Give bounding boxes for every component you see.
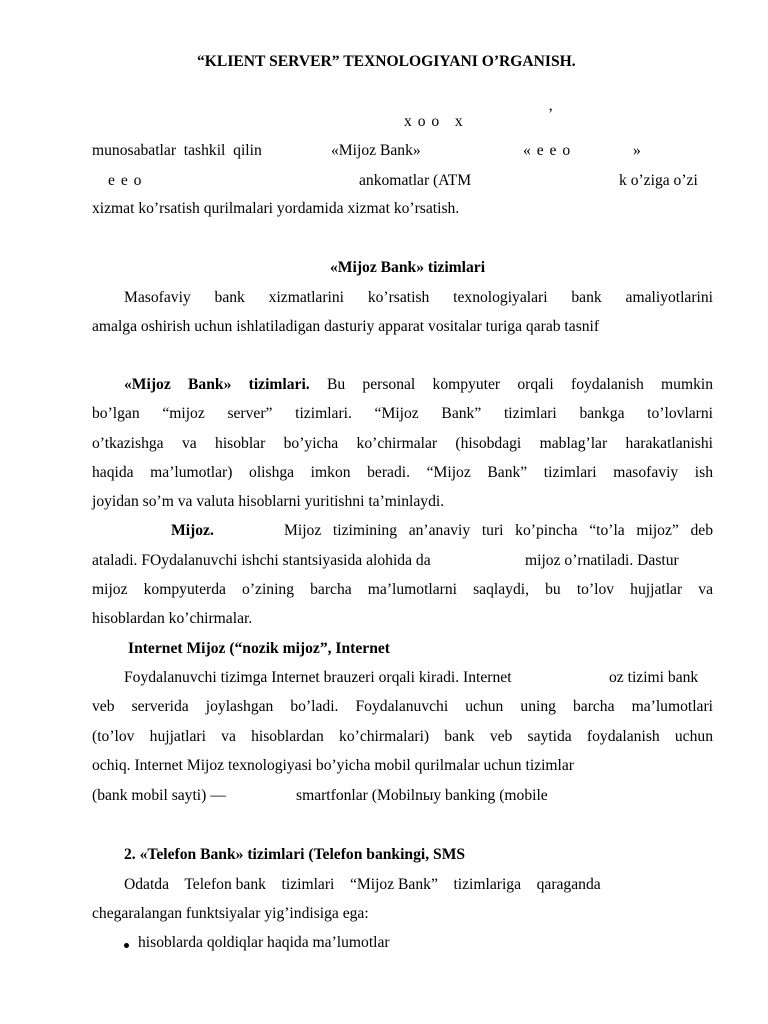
intro-line: ankomatlar (ATM xyxy=(359,172,472,189)
section-heading: 2. «Telefon Bank» tizimlari (Telefon bankingi, SMS xyxy=(124,846,466,863)
paragraph-line: smartfonlar (Mobilnыy banking (mobile xyxy=(296,787,548,804)
paragraph-line: oz tizimi bank xyxy=(609,669,699,686)
paragraph-line: Odatda Telefon bank tizimlari “Mijoz Bank” tizimlariga qaraganda xyxy=(124,876,601,893)
paragraph-line: Mijoz tizimining an’anaviy turi ko’pincha “to’la mijoz” deb xyxy=(284,522,713,539)
bullet-item: hisoblarda qoldiqlar haqida ma’lumotlar xyxy=(138,934,390,951)
paragraph-line: (to’lov hujjatlari va hisoblardan ko’chirmalari) bank veb saytida foydalanish uchun xyxy=(92,728,713,745)
bullet-icon xyxy=(124,943,129,948)
paragraph-line: ataladi. FOydalanuvchi ishchi stantsiyasida alohida da xyxy=(92,552,431,569)
subsection-heading: Internet Mijoz (“nozik mijoz”, Internet xyxy=(128,640,390,657)
intro-line: k o’ziga o’zi xyxy=(619,172,698,189)
paragraph-line: hisoblardan ko’chirmalar. xyxy=(92,610,253,627)
intro-line: «Mijoz Bank» xyxy=(331,142,421,159)
intro-line: munosabatlar tashkil qilin xyxy=(92,142,262,159)
intro-line: xizmat ko’rsatish qurilmalari yordamida xizmat ko’rsatish. xyxy=(92,200,460,217)
paragraph-line: mijoz o’rnatiladi. Dastur xyxy=(525,552,679,569)
intro-line: e e o xyxy=(108,172,143,189)
paragraph-line: Foydalanuvchi tizimga Internet brauzeri orqali kiradi. Internet xyxy=(124,669,512,686)
paragraph-text: Bu personal kompyuter orqali foydalanish mumkin xyxy=(326,376,713,393)
paragraph-line: o’tkazishga va hisoblar bo’yicha ko’chirmalar (hisobdagi mablag’lar harakatlanishi xyxy=(92,435,713,452)
paragraph-line: haqida ma’lumotlar) olishga imkon beradi. “Mijoz Bank” tizimlari masofaviy ish xyxy=(92,464,713,481)
paragraph-line: mijoz kompyuterda o’zining barcha ma’lumotlarni saqlaydi, bu to’lov hujjatlar va xyxy=(92,581,713,598)
text-fragment: x o o x xyxy=(404,113,464,130)
paragraph-bold-lead: «Mijoz Bank» tizimlari. xyxy=(124,376,310,393)
paragraph-line: amalga oshirish uchun ishlatiladigan dasturiy apparat vositalar turiga qarab tasnif xyxy=(92,318,600,335)
paragraph-line xyxy=(124,375,713,395)
text-fragment: ’ xyxy=(548,106,554,123)
section-heading: «Mijoz Bank» tizimlari xyxy=(330,259,486,276)
intro-line: » xyxy=(633,142,641,159)
paragraph-line: (bank mobil sayti) — xyxy=(92,787,226,804)
paragraph-line: chegaralangan funktsiyalar yig’indisiga ega: xyxy=(92,905,369,922)
document-title: “KLIENT SERVER” TEXNOLOGIYANI O’RGANISH. xyxy=(197,53,576,70)
paragraph-line: Masofaviy bank xizmatlarini ko’rsatish texnologiyalari bank amaliyotlarini xyxy=(124,289,713,306)
paragraph-bold-lead: Mijoz. xyxy=(171,522,214,539)
paragraph-line: veb serverida joylashgan bo’ladi. Foydalanuvchi uchun uning barcha ma’lumotlari xyxy=(92,698,713,715)
paragraph-line: joyidan so’m va valuta hisoblarni yuritishni ta’minlaydi. xyxy=(92,493,445,510)
paragraph-line: bo’lgan “mijoz server” tizimlari. “Mijoz Bank” tizimlari bankga to’lovlarni xyxy=(92,405,713,422)
paragraph-line: ochiq. Internet Mijoz texnologiyasi bo’yicha mobil qurilmalar uchun tizimlar xyxy=(92,757,574,774)
intro-line: « e e o xyxy=(523,142,572,159)
